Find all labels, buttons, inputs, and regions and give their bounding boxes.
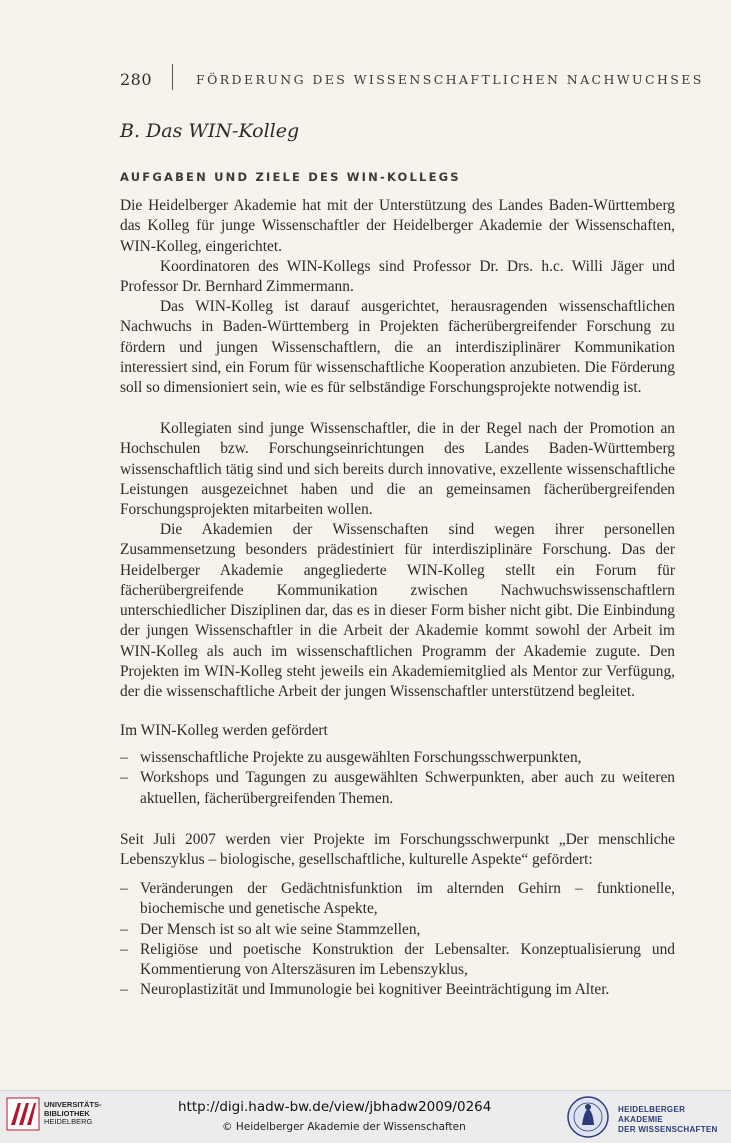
paragraph-projekte: Seit Juli 2007 werden vier Projekte im Forschungsschwerpunkt „Der menschliche Lebenszyklus – biologische, gesellschaftliche, kulturelle Aspekte“ gefördert: — [120, 831, 675, 869]
dash-bullet: – — [120, 940, 128, 958]
header-divider — [172, 64, 173, 90]
list-item: – Workshops und Tagungen zu ausgewählten Schwerpunkten, aber auch zu weiteren aktuellen, fächerübergreifenden Themen. — [120, 769, 675, 807]
list-item: – wissenschaftliche Projekte zu ausgewählten Forschungsschwerpunkten, — [120, 748, 675, 768]
paragraph-intro: Die Heidelberger Akademie hat mit der Unterstützung des Landes Baden-Württemberg das Kolleg für junge Wissenschaftler der Heidelberger Akademie der Wissenschaften, WIN-Kolleg, eingerichtet. — [120, 197, 675, 255]
dash-bullet: – — [120, 981, 128, 999]
dash-bullet: – — [120, 920, 128, 938]
paragraph-gefoerdert: Im WIN-Kolleg werden gefördert — [120, 722, 328, 739]
dash-bullet: – — [120, 880, 128, 897]
section-subheading: AUFGABEN UND ZIELE DES WIN-KOLLEGS — [120, 170, 461, 184]
viewer-footer — [0, 1090, 731, 1143]
library-name: UNIVERSITÄTS- BIBLIOTHEK HEIDELBERG — [44, 1100, 102, 1126]
paragraph-akademien: Die Akademien der Wissenschaften sind wegen ihrer personellen Zusammensetzung besonders prädestiniert für interdisziplinäre Forschung. Das der Heidelberger Akademie angegliederte WIN-Kolleg stellt ein Forum für fächerübergreifende Kommunikation zwischen Nachwuchswissenschaftlern unterschiedlicher Disziplinen dar, das es in dieser Form bisher nicht gibt. Die Einbindung der jungen Wissenschaftler in die Arbeit der Akademie kommt sowohl der Arbeit im WIN-Kolleg als auch im wissenschaftlichen Programm der Akademie zugute. Den Projekten im WIN-Kolleg steht jeweils ein Akademiemitglied als Mentor zur Verfügung, der die wissenschaftliche Arbeit der jungen Wissenschaftler unterstützend begleitet. — [120, 521, 675, 701]
paragraph-goals: Das WIN-Kolleg ist darauf ausgerichtet, herausragenden wissenschaftlichen Nachwuchs in Baden-Württemberg in Projekten fächerübergreifender Forschung zu fördern und jungen Wissenschaftlern, die an interdisziplinärer Kommunikation interessiert sind, ein Forum für wissenschaftliche Kooperation anzubieten. Die Förderung soll so dimensioniert sein, wie es für selbständige Forschungsprojekte notwendig ist. — [120, 298, 675, 397]
list-item: – Der Mensch ist so alt wie seine Stammzellen, — [120, 920, 675, 940]
funding-list — [120, 748, 675, 809]
list-item: – Veränderungen der Gedächtnisfunktion im alternden Gehirn – funktionelle, biochemische und genetische Aspekte, — [120, 880, 675, 918]
list-item: – Neuroplastizität und Immunologie bei kognitiver Beeinträchtigung im Alter. — [120, 980, 675, 1000]
dash-bullet: – — [120, 769, 128, 787]
running-head: FÖRDERUNG DES WISSENSCHAFTLICHEN NACHWUCHSES — [196, 72, 704, 87]
copyright-notice: © Heidelberger Akademie der Wissenschaften — [222, 1121, 466, 1133]
permalink-url[interactable]: http://digi.hadw-bw.de/view/jbhadw2009/0264 — [178, 1099, 492, 1115]
page-number: 280 — [120, 70, 153, 89]
projects-list — [120, 879, 675, 1001]
paragraph-kollegiaten: Kollegiaten sind junge Wissenschaftler, die in der Regel nach der Promotion an Hochschulen bzw. Forschungseinrichtungen des Landes Baden-Württemberg wissenschaftlich tätig sind und sich bereits durch innovative, exzellente wissenschaftliche Leistungen ausgezeichnet haben und die an gemeinsamen fächerübergreifenden Forschungsprojekten mitarbeiten wollen. — [120, 420, 675, 519]
list-item: – Religiöse und poetische Konstruktion der Lebensalter. Konzeptualisierung und Kommentierung von Alterszäsuren im Lebenszyklus, — [120, 940, 675, 979]
page-header — [120, 70, 704, 92]
university-library-logo-icon — [6, 1097, 40, 1131]
paragraph-coordinators: Koordinatoren des WIN-Kollegs sind Professor Dr. Drs. h.c. Willi Jäger und Professor Dr. Bernhard Zimmermann. — [120, 258, 675, 296]
section-title: B. Das WIN-Kolleg — [120, 120, 300, 142]
academy-name: HEIDELBERGER AKADEMIE DER WISSENSCHAFTEN — [618, 1105, 718, 1134]
academy-seal-icon — [566, 1095, 610, 1139]
dash-bullet: – — [120, 749, 128, 766]
